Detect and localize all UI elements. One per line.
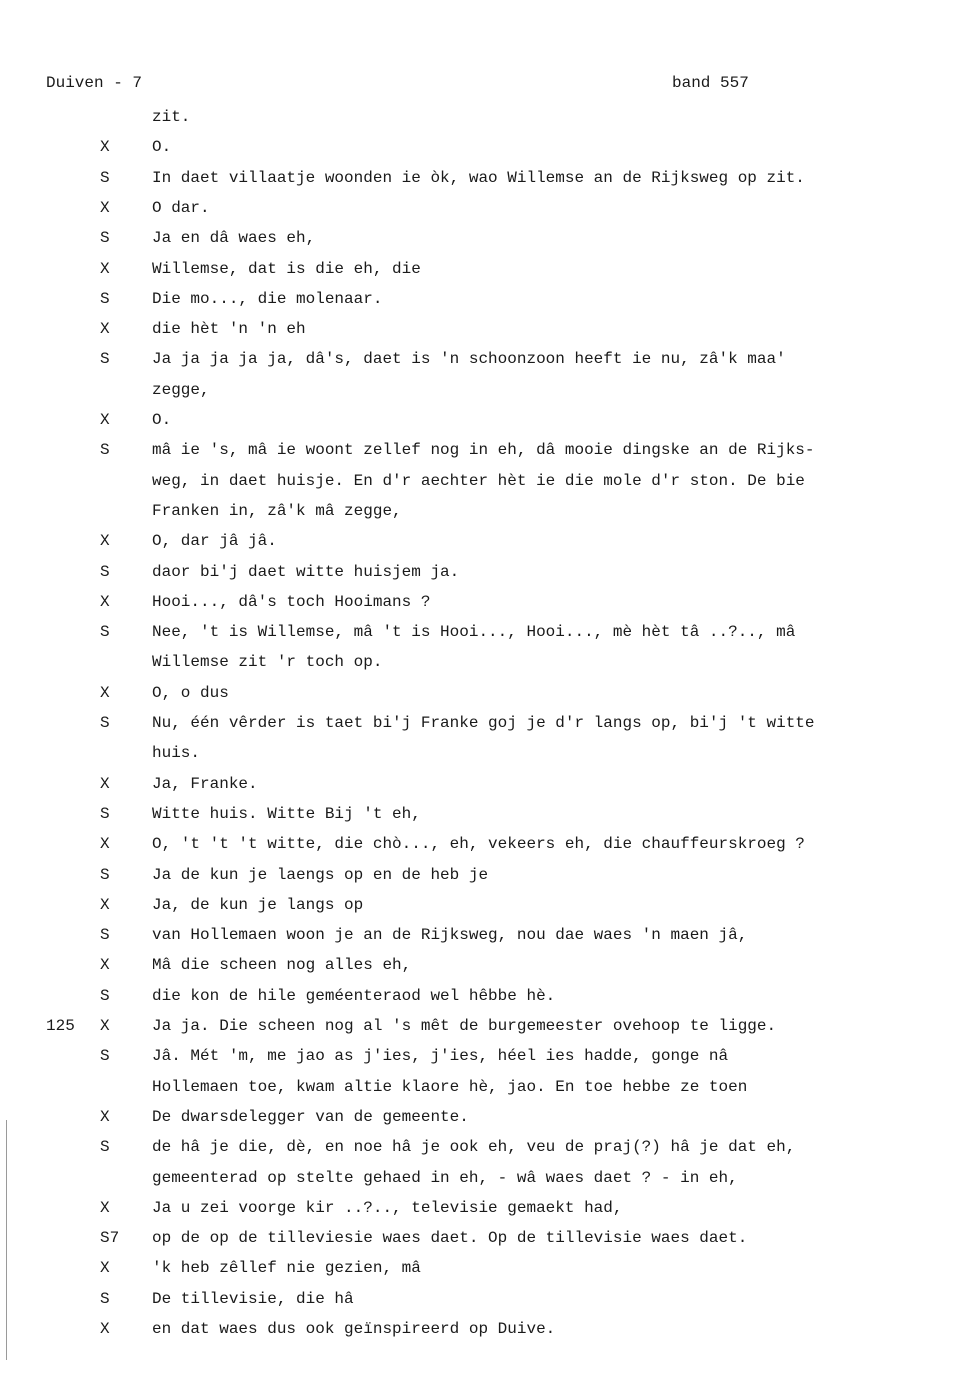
utterance-text: Nu, één vêrder is taet bi'j Franke goj je d'r langs op, bi'j 't witte	[152, 714, 815, 732]
transcript-line	[0, 1223, 966, 1253]
transcript-line	[0, 344, 966, 374]
utterance-text: Jâ. Mét 'm, me jao as j'ies, j'ies, héel ies hadde, gonge nâ	[152, 1047, 729, 1065]
transcript-line	[0, 1102, 966, 1132]
speaker-label: X	[100, 896, 110, 914]
transcript-line	[0, 860, 966, 890]
utterance-text: O, 't 't 't witte, die chò..., eh, vekeers eh, die chauffeurskroeg ?	[152, 835, 805, 853]
transcript-line	[0, 375, 966, 405]
transcript-line	[0, 1041, 966, 1071]
speaker-label: S	[100, 350, 110, 368]
utterance-text: Willemse zit 'r toch op.	[152, 653, 383, 671]
speaker-label: X	[100, 532, 110, 550]
utterance-text: O, dar jâ jâ.	[152, 532, 277, 550]
speaker-label: X	[100, 138, 110, 156]
transcript-line	[0, 738, 966, 768]
utterance-text: weg, in daet huisje. En d'r aechter hèt ie die mole d'r ston. De bie	[152, 472, 805, 490]
utterance-text: Ja ja. Die scheen nog al 's mêt de burgemeester ovehoop te ligge.	[152, 1017, 777, 1035]
utterance-text: die hèt 'n 'n eh	[152, 320, 306, 338]
transcript-line	[0, 526, 966, 556]
speaker-label: X	[100, 956, 110, 974]
speaker-label: S	[100, 714, 110, 732]
speaker-label: S	[100, 169, 110, 187]
utterance-text: O.	[152, 138, 172, 156]
speaker-label: S	[100, 1047, 110, 1065]
transcript-line	[0, 1314, 966, 1344]
transcript-line	[0, 920, 966, 950]
speaker-label: X	[100, 1259, 110, 1277]
utterance-text: Willemse, dat is die eh, die	[152, 260, 421, 278]
transcript-line	[0, 223, 966, 253]
utterance-text: 'k heb zêllef nie gezien, mâ	[152, 1259, 421, 1277]
utterance-text: Ja ja ja ja ja, dâ's, daet is 'n schoonzoon heeft ie nu, zâ'k maa'	[152, 350, 786, 368]
speaker-label: X	[100, 835, 110, 853]
utterance-text: In daet villaatje woonden ie òk, wao Willemse an de Rijksweg op zit.	[152, 169, 805, 187]
transcript-line	[0, 1193, 966, 1223]
speaker-label: X	[100, 684, 110, 702]
transcript-line	[0, 769, 966, 799]
utterance-text: huis.	[152, 744, 201, 762]
utterance-text: Ja, Franke.	[152, 775, 258, 793]
transcript-line	[0, 102, 966, 132]
transcript-line	[0, 163, 966, 193]
utterance-text: O dar.	[152, 199, 210, 217]
scan-mark	[6, 1120, 7, 1360]
transcript-line	[0, 557, 966, 587]
transcript-line	[0, 1132, 966, 1162]
transcript-line	[0, 193, 966, 223]
utterance-text: van Hollemaen woon je an de Rijksweg, nou dae waes 'n maen jâ,	[152, 926, 748, 944]
utterance-text: Ja, de kun je langs op	[152, 896, 364, 914]
speaker-label: S	[100, 987, 110, 1005]
transcript-line	[0, 950, 966, 980]
transcript-line	[0, 617, 966, 647]
speaker-label: X	[100, 411, 110, 429]
speaker-label: X	[100, 593, 110, 611]
speaker-label: X	[100, 199, 110, 217]
transcript-line	[0, 1284, 966, 1314]
utterance-text: Hooi..., dâ's toch Hooimans ?	[152, 593, 431, 611]
utterance-text: Ja de kun je laengs op en de heb je	[152, 866, 489, 884]
transcript-line	[0, 284, 966, 314]
utterance-text: Die mo..., die molenaar.	[152, 290, 383, 308]
speaker-label: S	[100, 1138, 110, 1156]
utterance-text: Ja en dâ waes eh,	[152, 229, 316, 247]
utterance-text: mâ ie 's, mâ ie woont zellef nog in eh, dâ mooie dingske an de Rijks-	[152, 441, 815, 459]
utterance-text: Nee, 't is Willemse, mâ 't is Hooi..., Hooi..., mè hèt tâ ..?.., mâ	[152, 623, 796, 641]
speaker-label: S	[100, 926, 110, 944]
utterance-text: zegge,	[152, 381, 210, 399]
speaker-label: X	[100, 1199, 110, 1217]
utterance-text: die kon de hile geméenteraod wel hêbbe hè.	[152, 987, 556, 1005]
speaker-label: S7	[100, 1229, 120, 1247]
speaker-label: S	[100, 441, 110, 459]
speaker-label: S	[100, 563, 110, 581]
utterance-text: op de op de tilleviesie waes daet. Op de tillevisie waes daet.	[152, 1229, 748, 1247]
transcript-line	[0, 132, 966, 162]
transcript-line	[0, 405, 966, 435]
speaker-label: S	[100, 805, 110, 823]
utterance-text: De tillevisie, die hâ	[152, 1290, 354, 1308]
transcript-line	[0, 254, 966, 284]
transcript-line	[0, 314, 966, 344]
utterance-text: De dwarsdelegger van de gemeente.	[152, 1108, 469, 1126]
transcript-line	[0, 1163, 966, 1193]
transcript-line	[0, 1072, 966, 1102]
speaker-label: X	[100, 260, 110, 278]
utterance-text: daor bi'j daet witte huisjem ja.	[152, 563, 460, 581]
line-number: 125	[46, 1017, 75, 1035]
transcript-line	[0, 708, 966, 738]
speaker-label: S	[100, 229, 110, 247]
utterance-text: O, o dus	[152, 684, 229, 702]
header-title: Duiven - 7	[46, 74, 143, 92]
transcript-line	[0, 678, 966, 708]
speaker-label: S	[100, 866, 110, 884]
speaker-label: S	[100, 290, 110, 308]
utterance-text: Witte huis. Witte Bij 't eh,	[152, 805, 421, 823]
transcript-line	[0, 435, 966, 465]
utterance-text: zit.	[152, 108, 191, 126]
transcript-line	[0, 496, 966, 526]
utterance-text: Hollemaen toe, kwam altie klaore hè, jao. En toe hebbe ze toen	[152, 1078, 748, 1096]
utterance-text: de hâ je die, dè, en noe hâ je ook eh, veu de praj(?) hâ je dat eh,	[152, 1138, 796, 1156]
utterance-text: Ja u zei voorge kir ..?.., televisie gemaekt had,	[152, 1199, 623, 1217]
speaker-label: X	[100, 1320, 110, 1338]
speaker-label: X	[100, 1108, 110, 1126]
transcript-line	[0, 829, 966, 859]
transcript-line	[0, 981, 966, 1011]
transcript-line	[0, 890, 966, 920]
utterance-text: gemeenterad op stelte gehaed in eh, - wâ waes daet ? - in eh,	[152, 1169, 738, 1187]
transcript-line	[0, 799, 966, 829]
transcript-line	[0, 1011, 966, 1041]
speaker-label: S	[100, 1290, 110, 1308]
transcript-line	[0, 587, 966, 617]
utterance-text: Mâ die scheen nog alles eh,	[152, 956, 412, 974]
header-tape-number: band 557	[672, 74, 749, 92]
speaker-label: S	[100, 623, 110, 641]
transcript-line	[0, 647, 966, 677]
speaker-label: X	[100, 320, 110, 338]
transcript-line	[0, 466, 966, 496]
transcript-line	[0, 1253, 966, 1283]
utterance-text: Franken in, zâ'k mâ zegge,	[152, 502, 402, 520]
speaker-label: X	[100, 775, 110, 793]
utterance-text: O.	[152, 411, 172, 429]
speaker-label: X	[100, 1017, 110, 1035]
utterance-text: en dat waes dus ook geïnspireerd op Duive.	[152, 1320, 556, 1338]
